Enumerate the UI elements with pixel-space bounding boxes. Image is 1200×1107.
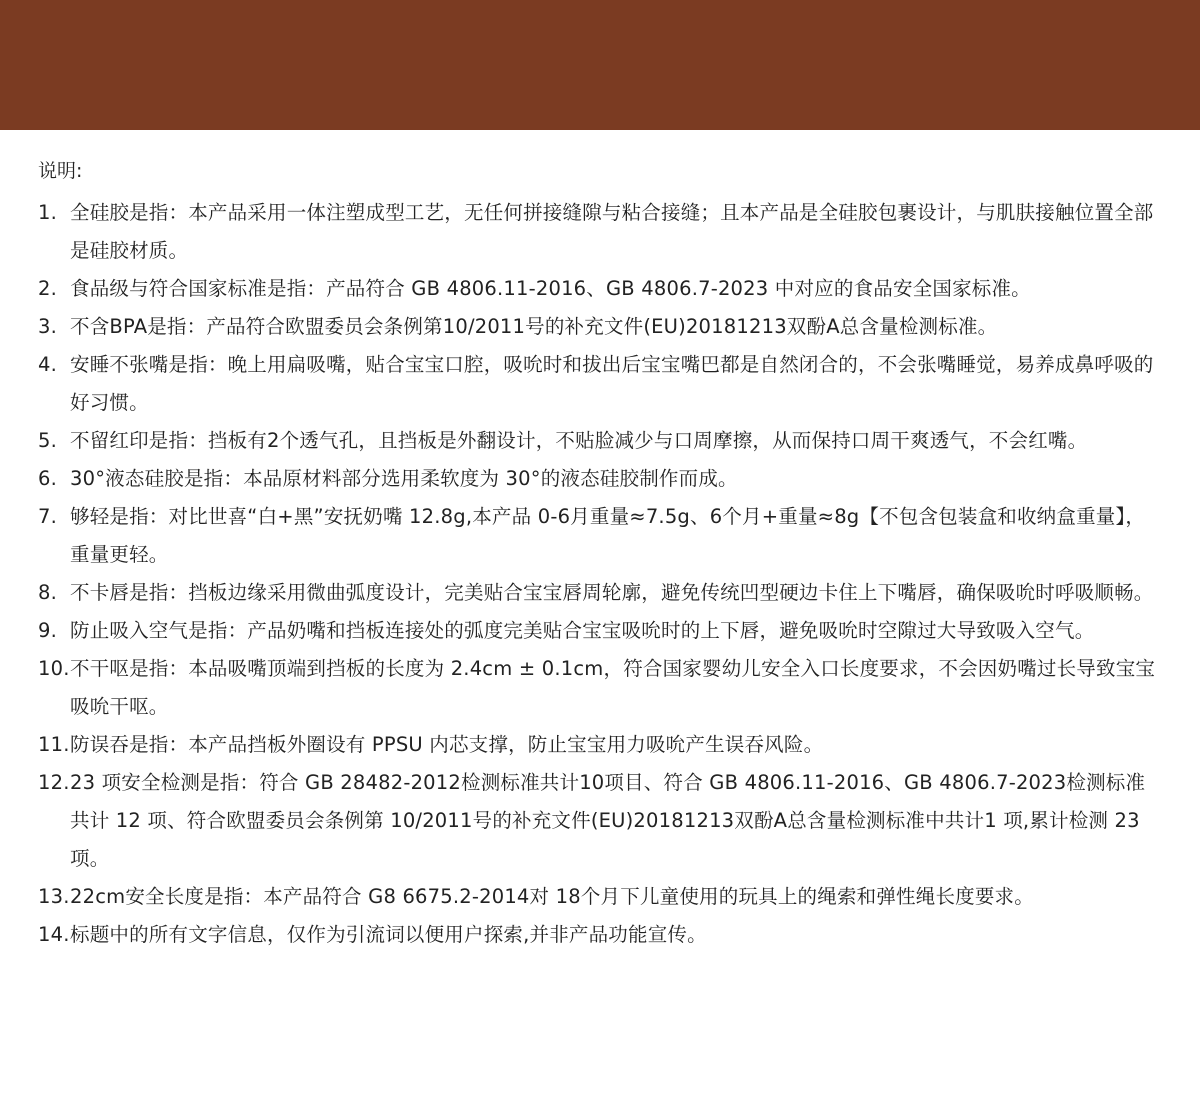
top-banner	[0, 0, 1200, 130]
note-text: 22cm安全长度是指：本产品符合 G8 6675.2-2014对 18个月下儿童使用的玩具上的绳索和弹性绳长度要求。	[70, 885, 1034, 908]
note-item	[38, 726, 1160, 764]
notes-list	[38, 194, 1160, 954]
note-text: 全硅胶是指：本产品采用一体注塑成型工艺，无任何拼接缝隙与粘合接缝；且本产品是全硅胶包裹设计，与肌肤接触位置全部是硅胶材质。	[70, 201, 1154, 262]
note-text: 够轻是指：对比世喜“白+黑”安抚奶嘴 12.8g,本产品 0-6月重量≈7.5g、6个月+重量≈8g【不包含包装盒和收纳盒重量】，重量更轻。	[70, 505, 1146, 566]
note-text: 不含BPA是指：产品符合欧盟委员会条例第10/2011号的补充文件(EU)20181213双酚A总含量检测标准。	[70, 315, 998, 338]
note-text: 30°液态硅胶是指：本品原材料部分选用柔软度为 30°的液态硅胶制作而成。	[70, 467, 738, 490]
note-item	[38, 650, 1160, 726]
note-text: 不干呕是指：本品吸嘴顶端到挡板的长度为 2.4cm ± 0.1cm，符合国家婴幼儿安全入口长度要求，不会因奶嘴过长导致宝宝吸吮干呕。	[70, 657, 1156, 718]
note-number: 3.	[38, 315, 58, 338]
note-item	[38, 764, 1160, 878]
note-item	[38, 346, 1160, 422]
note-number: 9.	[38, 619, 58, 642]
note-item	[38, 612, 1160, 650]
note-number: 1.	[38, 201, 58, 224]
note-text: 安睡不张嘴是指：晚上用扁吸嘴，贴合宝宝口腔，吸吮时和拔出后宝宝嘴巴都是自然闭合的，不会张嘴睡觉，易养成鼻呼吸的好习惯。	[70, 353, 1154, 414]
note-number: 10.	[38, 657, 70, 680]
note-text: 不留红印是指：挡板有2个透气孔，且挡板是外翻设计，不贴脸减少与口周摩擦，从而保持口周干爽透气，不会红嘴。	[70, 429, 1088, 452]
note-text: 食品级与符合国家标准是指：产品符合 GB 4806.11-2016、GB 4806.7-2023 中对应的食品安全国家标准。	[70, 277, 1031, 300]
note-item	[38, 308, 1160, 346]
note-item	[38, 422, 1160, 460]
note-number: 5.	[38, 429, 58, 452]
note-number: 12.	[38, 771, 70, 794]
description-section	[0, 130, 1200, 954]
note-number: 14.	[38, 923, 70, 946]
note-text: 防误吞是指：本产品挡板外圈设有 PPSU 内芯支撑，防止宝宝用力吸吮产生误吞风险。	[70, 733, 824, 756]
note-item	[38, 270, 1160, 308]
note-text: 防止吸入空气是指：产品奶嘴和挡板连接处的弧度完美贴合宝宝吸吮时的上下唇，避免吸吮时空隙过大导致吸入空气。	[70, 619, 1095, 642]
note-text: 不卡唇是指：挡板边缘采用微曲弧度设计，完美贴合宝宝唇周轮廓，避免传统凹型硬边卡住上下嘴唇，确保吸吮时呼吸顺畅。	[70, 581, 1154, 604]
note-item	[38, 574, 1160, 612]
note-number: 7.	[38, 505, 58, 528]
note-item	[38, 916, 1160, 954]
note-number: 2.	[38, 277, 58, 300]
note-text: 23 项安全检测是指：符合 GB 28482-2012检测标准共计10项目、符合 GB 4806.11-2016、GB 4806.7-2023检测标准共计 12 项、符合欧盟委员会条例第 10/2011号的补充文件(EU)20181213双酚A总含量检测标准中共计1 项,累计检测 23 项。	[70, 771, 1146, 870]
note-number: 8.	[38, 581, 58, 604]
note-item	[38, 498, 1160, 574]
section-heading: 说明:	[38, 160, 83, 182]
note-number: 13.	[38, 885, 70, 908]
note-number: 11.	[38, 733, 70, 756]
note-text: 标题中的所有文字信息，仅作为引流词以便用户探索,并非产品功能宣传。	[70, 923, 707, 946]
note-number: 6.	[38, 467, 58, 490]
note-item	[38, 878, 1160, 916]
note-number: 4.	[38, 353, 58, 376]
note-item	[38, 460, 1160, 498]
note-item	[38, 194, 1160, 270]
